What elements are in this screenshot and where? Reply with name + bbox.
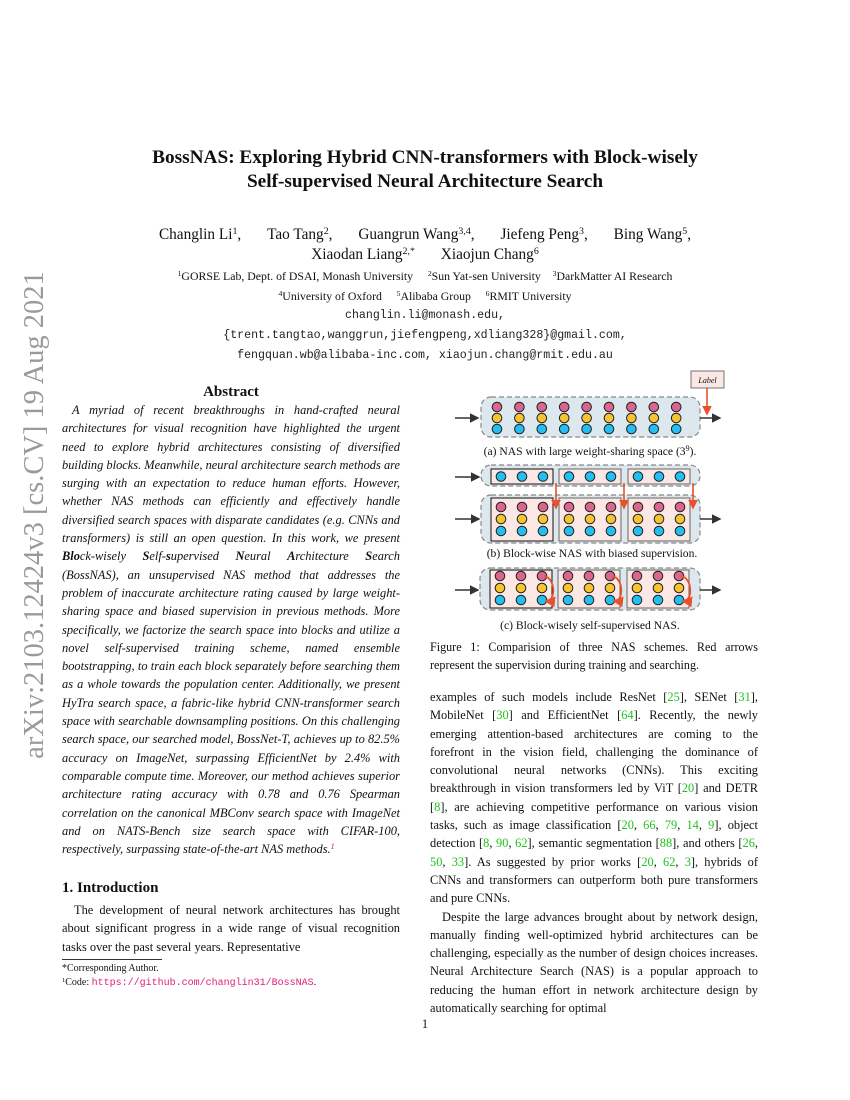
abstract-segment: ck-wisely	[79, 549, 143, 564]
author: Jiefeng Peng$^3$,	[500, 226, 588, 243]
pink-node	[633, 502, 643, 512]
citation-link[interactable]: 50	[430, 854, 443, 869]
author: Xiaodan Liang$^{2,*}$	[311, 246, 415, 263]
blue-node	[537, 424, 547, 434]
blue-node	[537, 595, 547, 605]
pink-node	[564, 502, 574, 512]
author: Guangrun Wang$^{3,4}$,	[358, 226, 475, 243]
abstract-segment: A	[287, 549, 296, 564]
yellow-node	[654, 514, 664, 524]
blue-node	[564, 526, 574, 536]
text-segment: ]. Recently, the newly emerging attention-based architectures are coming to the forefront in the vision field, challenging the dominance of convolutional neural networks (CNNs). This exciting breakthrough in vision transformers led by ViT [	[430, 708, 758, 796]
footnote-rule	[62, 959, 162, 960]
pink-node	[604, 402, 614, 412]
blue-node	[654, 472, 664, 482]
citation-link[interactable]: 30	[496, 708, 509, 723]
section-heading-introduction: 1. Introduction	[62, 880, 159, 896]
blue-node	[605, 595, 615, 605]
affiliations-line-2: $^4$University of Oxford $^5$Alibaba Group $^6$RMIT University	[278, 289, 572, 303]
abstract-segment: rchitecture	[295, 549, 366, 564]
blue-node	[653, 595, 663, 605]
blue-node	[674, 595, 684, 605]
yellow-node	[516, 583, 526, 593]
abstract-segment: A myriad of recent breakthroughs in hand-crafted neural architectures for visual recognition have highlighted the urgent need to explore hybrid architectures consisting of diversified building blocks. Meanwhile, neural architecture search methods are surging with an expectation to reduce human efforts. However, whether NAS methods can efficiently and effectively handle diversified search spaces with disparate candidates (e.g. CNNs and transformers) is still an open question. In this work, we present	[62, 403, 400, 546]
yellow-node	[604, 413, 614, 423]
blue-node	[649, 424, 659, 434]
title-line-2: Self-supervised Neural Architecture Search	[246, 171, 604, 192]
blue-node	[675, 472, 685, 482]
citation-link[interactable]: 20	[641, 854, 654, 869]
pink-node	[496, 502, 506, 512]
blue-node	[492, 424, 502, 434]
citation-link[interactable]: 33	[451, 854, 465, 869]
pink-node	[517, 502, 527, 512]
yellow-node	[563, 583, 573, 593]
blue-node	[563, 595, 573, 605]
pink-node	[653, 571, 663, 581]
citation-link[interactable]: 3	[684, 854, 691, 869]
text-segment: ,	[675, 854, 685, 869]
text-segment: ,	[698, 818, 709, 833]
affiliations-line-1: $^1$GORSE Lab, Dept. of DSAI, Monash University $^2$Sun Yat-sen University $^3$DarkMatter AI Research	[177, 269, 673, 283]
caption-b: (b) Block-wise NAS with biased supervision.	[486, 547, 698, 560]
pink-node	[654, 502, 664, 512]
text-segment: ], object detection [	[430, 818, 758, 851]
text-segment: ]. As suggested by prior works [	[464, 854, 642, 869]
yellow-node	[632, 583, 642, 593]
blue-node	[496, 526, 506, 536]
citation-link[interactable]: 20	[681, 781, 695, 796]
citation-link[interactable]: 90	[496, 836, 509, 851]
abstract-segment: s	[165, 549, 171, 564]
pink-node	[563, 571, 573, 581]
blue-node	[538, 526, 548, 536]
blue-node	[516, 595, 526, 605]
blue-node	[633, 526, 643, 536]
yellow-node	[674, 583, 684, 593]
author: Xiaojun Chang$^6$	[440, 246, 539, 263]
blue-node	[538, 472, 548, 482]
code-link[interactable]: https://github.com/changlin31/BossNAS	[91, 977, 314, 989]
pink-node	[584, 571, 594, 581]
blue-node	[564, 472, 574, 482]
blue-node	[495, 595, 505, 605]
caption-c: (c) Block-wisely self-supervised NAS.	[500, 619, 680, 632]
figure-1-caption: Figure 1: Comparision of three NAS schemes. Red arrows represent the supervision during training and searching.	[430, 640, 758, 673]
pink-node	[516, 571, 526, 581]
citation-link[interactable]: 66	[643, 818, 656, 833]
pink-node	[537, 402, 547, 412]
author: Changlin Li$^1$,	[158, 226, 242, 243]
blue-node	[559, 424, 569, 434]
blue-node	[585, 472, 595, 482]
blue-node	[584, 595, 594, 605]
blue-node	[627, 424, 637, 434]
text-segment: ], MobileNet [	[430, 690, 758, 723]
introduction-text: The development of neural network architectures has brought about significant progress in a wide range of visual recognition tasks over the past several years. Representative	[62, 903, 400, 954]
citation-link[interactable]: 9	[708, 818, 715, 833]
yellow-node	[492, 413, 502, 423]
yellow-node	[585, 514, 595, 524]
abstract-segment: S	[365, 549, 373, 564]
text-segment: ], hybrids of CNNs and transformers can outperform both pure transformers and pure CNNs.	[430, 854, 758, 906]
footnote-corresponding: *Corresponding Author.	[62, 963, 159, 974]
citation-link[interactable]: 88	[659, 836, 673, 851]
abstract-segment: upervised	[170, 549, 236, 564]
yellow-node	[564, 514, 574, 524]
yellow-node	[559, 413, 569, 423]
abstract-segment: elf-	[149, 549, 166, 564]
figure-1-diagram	[440, 365, 770, 635]
yellow-node	[671, 413, 681, 423]
text-segment: ,	[754, 836, 758, 851]
yellow-node	[649, 413, 659, 423]
pink-node	[492, 402, 502, 412]
citation-link[interactable]: 8	[434, 799, 441, 814]
blue-node	[517, 526, 527, 536]
author-line-2	[0, 245, 850, 265]
blue-node	[606, 526, 616, 536]
text-segment: ] and EfficientNet [	[508, 708, 622, 723]
author: Bing Wang$^5$,	[613, 226, 692, 243]
pink-node	[515, 402, 525, 412]
text-segment: ], are achieving competitive performance on various vision tasks, such as image classification [	[430, 799, 758, 833]
blue-node	[517, 472, 527, 482]
yellow-node	[675, 514, 685, 524]
yellow-node	[582, 413, 592, 423]
pink-node	[538, 502, 548, 512]
text-segment: ,	[677, 818, 687, 833]
author-line-1	[0, 225, 850, 245]
yellow-node	[517, 514, 527, 524]
abstract-segment: N	[235, 549, 245, 564]
abstract-segment: Blo	[62, 549, 80, 564]
yellow-node	[633, 514, 643, 524]
abstract-heading: Abstract	[203, 384, 259, 400]
abstract-segment: earch (BossNAS), an unsupervised NAS method that addresses the problem of inaccurate architecture rating caused by large weight-sharing space and biased supervision in previous methods. More specifically, we factorize the search space into blocks and utilize a novel self-supervised training scheme, named ensemble bootstrapping, to train each block separately before searching them as a whole towards the population center. Additionally, we present HyTra search space, a fabric-like hybrid CNN-transformer search space with searchable downsampling positions. On this challenging search space, our searched model, BossNet-T, achieves up to 82.5% accuracy on ImageNet, surpassing EfficientNet by 2.4% with comparable compute time. Moreover, our method achieves superior architecture rating accuracy with 0.78 and 0.76 Spearman correlation on the canonical MBConv search space with ImageNet and on NATS-Bench size search space with CIFAR-100, respectively, surpassing state-of-the-art NAS methods.	[62, 549, 400, 857]
footnote-code: $^1$Code: https://github.com/changlin31/BossNAS.	[62, 976, 317, 989]
text-segment: ,	[508, 836, 516, 851]
pink-node	[582, 402, 592, 412]
citation-link[interactable]: 25	[667, 690, 680, 704]
text-segment: ] and DETR [	[430, 781, 758, 814]
yellow-node	[538, 514, 548, 524]
blue-node	[515, 424, 525, 434]
right-column-text	[430, 688, 758, 1017]
yellow-node	[495, 583, 505, 593]
text-segment: examples of such models include ResNet [	[430, 690, 668, 704]
pink-node	[585, 502, 595, 512]
paper-title	[0, 146, 850, 194]
email-line: {trent.tangtao,wanggrun,jiefengpeng,xdliang328}@gmail.com,	[223, 329, 627, 342]
blue-node	[606, 472, 616, 482]
yellow-node	[515, 413, 525, 423]
citation-link[interactable]: 79	[664, 818, 678, 833]
abstract-text	[62, 401, 400, 858]
blue-node	[675, 526, 685, 536]
footnote-ref[interactable]: 1	[330, 842, 335, 852]
citation-link[interactable]: 31	[738, 690, 751, 704]
citation-link[interactable]: 64	[621, 708, 634, 723]
yellow-node	[627, 413, 637, 423]
text-segment: Despite the large advances brought about by network design, manually finding well-optimized hybrid architectures can be challenging, especially as the number of design choices increases. Neural Architecture Search (NAS) is a popular approach to reducing the human effort in network architecture design by automatically searching for optimal	[430, 909, 758, 1016]
text-segment: ,	[653, 854, 663, 869]
text-segment: ,	[442, 854, 452, 869]
paragraph	[430, 908, 758, 1018]
email-line: changlin.li@monash.edu,	[344, 309, 506, 322]
blue-node	[632, 595, 642, 605]
paragraph	[430, 688, 758, 908]
pink-node	[649, 402, 659, 412]
pink-node	[632, 571, 642, 581]
citation-link[interactable]: 14	[686, 818, 699, 833]
text-segment: ,	[633, 818, 644, 833]
blue-node	[582, 424, 592, 434]
pink-node	[495, 571, 505, 581]
label-box-text: Label	[698, 376, 717, 385]
pink-node	[671, 402, 681, 412]
yellow-node	[537, 583, 547, 593]
text-segment: ], semantic segmentation [	[527, 836, 660, 851]
yellow-node	[653, 583, 663, 593]
yellow-node	[584, 583, 594, 593]
yellow-node	[605, 583, 615, 593]
page-number: 1	[421, 1017, 429, 1031]
pink-node	[675, 502, 685, 512]
pink-node	[606, 502, 616, 512]
yellow-node	[606, 514, 616, 524]
author-block	[0, 225, 850, 366]
text-segment: ], SENet [	[679, 690, 739, 704]
citation-link[interactable]: 62	[515, 836, 528, 851]
author: Tao Tang$^2$,	[267, 226, 333, 243]
citation-link[interactable]: 20	[621, 818, 634, 833]
pink-node	[559, 402, 569, 412]
text-segment: ,	[655, 818, 665, 833]
text-segment: ], and others [	[672, 836, 743, 851]
blue-node	[604, 424, 614, 434]
blue-node	[633, 472, 643, 482]
citation-link[interactable]: 62	[663, 854, 676, 869]
abstract-segment: S	[142, 549, 150, 564]
blue-node	[671, 424, 681, 434]
caption-a: (a) NAS with large weight-sharing space $(3^9)$.	[483, 444, 697, 458]
title-line-1: BossNAS: Exploring Hybrid CNN-transformers with Block-wisely	[152, 147, 698, 168]
citation-link[interactable]: 26	[742, 836, 755, 851]
abstract-segment: eural	[244, 549, 288, 564]
blue-node	[585, 526, 595, 536]
blue-node	[496, 472, 506, 482]
yellow-node	[496, 514, 506, 524]
blue-node	[654, 526, 664, 536]
arxiv-identifier[interactable]: arXiv:2103.12424v3 [cs.CV] 19 Aug 2021	[19, 271, 50, 759]
pink-node	[627, 402, 637, 412]
yellow-node	[537, 413, 547, 423]
footnotes	[62, 962, 400, 990]
text-segment: ,	[489, 836, 497, 851]
citation-link[interactable]: 8	[483, 836, 490, 851]
email-line: fengquan.wb@alibaba-inc.com, xiaojun.chang@rmit.edu.au	[237, 349, 613, 362]
